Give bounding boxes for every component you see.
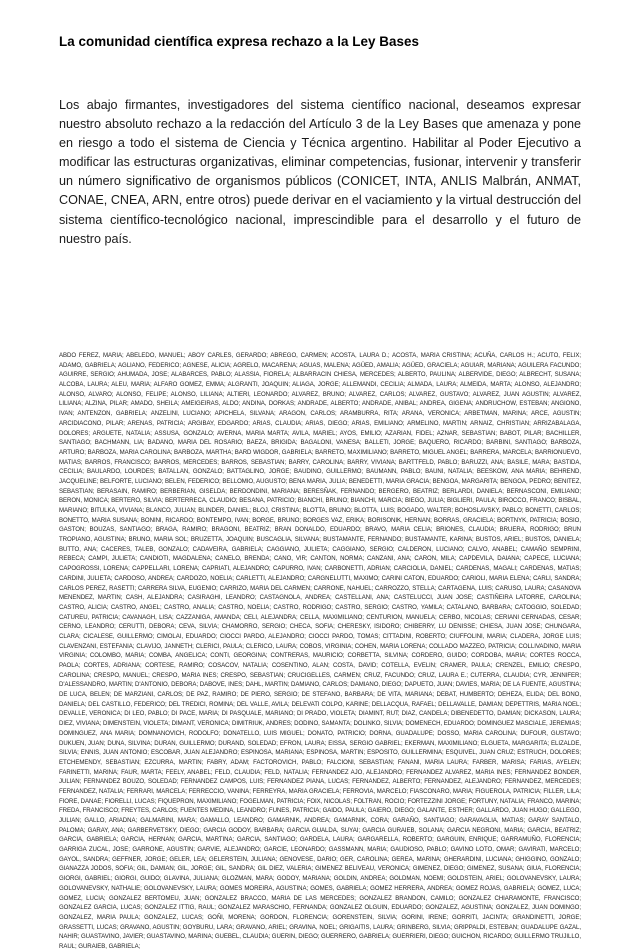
signatories-list: ABDO FEREZ, MARIA; ABELEDO, MANUEL; ABOY CARLES, GERARDO; ABREGO, CARMEN; ACOSTA, LAURA D.; ACOSTA, MARIA CRISTINA; ACUÑA, CARLOS H.; ACUTO, FELIX; ADAMO, GABRIELA; AGLIANO, FEDERICO; AGNESE, ALICIA; AGRELO, MACARENA; AGUAS, MALENA; AGÜED, AMALIA; AGÜED, GRACIELA; AGUIAR, MARIANA; AGUILERA FACUNDO; AGUIRRE, SERGIO; AHUMADA, JOSE; ALABARCES, PABLO; ALASSIA, FIORELA; ALBARRACIN CHIESA, MERCEDES; ALBERTO, PAULINA; ALBERVIDE, DIEGO; ALBRECHT, SUSANA; ALCOBA, LAURA; ALEU, MARIA; ALFARO GOMEZ, EMMA; ALGRANTI, JOAQUIN; ALIAGA, JORGE; ALLEMANDI, CECILIA; ALMADA, LAURA; ALMEIDA, MARTA; ALONSO, ALEJANDRO; ALONSO, ALVARO; ALONSO, FELIPE; ALONSO, LILIANA; ALTIERI, LEONARDO; ALVAREZ, BRUNO; ALVAREZ, CARLOS; ALVAREZ, GUSTAVO; ALVAREZ, JUAN AGUSTIN; ALVAREZ, LILIANA; ALZINA, PILAR; AMADO, SHEILA; AMEIGEIRAS, ALDO; ANDINA, DORKAS; ANDRADE, ALBERTO; ANDRADE, ANIBAL; ANDREA, GIGENA; ANDRUCHOW, ESTEBAN; ANGIONO, IVAN; ANTENZON, GABRIELA; ANZELINI, LUCIANO; APICHELA, SILVANA; ARAGON, CARLOS; ARAMBURRA, RITA; ARANA, VERONICA; ARBETMAN, MARINA; ARCE, AGUSTIN; ARCIDIACONO, PILAR; ARENAS, PATRICIA; ARGIBAY, EDGARDO; ARIAS, CLAUDIA; ARIAS, DIEGO; ARIAS, EMILIANO; ARMELINO, MARTIN; ARNAIZ, CHRISTIAN; ARRIZABALAGA, DOLORES; ARGUETE, NATALIA; ASSUSA, GONZALO; AVERNA, MARIA MARTA; AVILA, MARIEL; AYOS, EMILIO; AZARIAN, FIDEL; AZNAR, SEBASTIAN; BABOT, PILAR; BACHILLER, SANTIAGO; BACHMANN, LIA; BADANO, MARIA DEL ROSARIO; BAEZA, BRIGIDA; BAGALONI, VANESA; BALLETI, JORGE; BAQUERO, RICARDO; BARBINI, SANTIAGO; BARBOZA, ARTURO; BARBOZA, MARIA CAROLINA; BARBOZA, MARTHA; BARD WIGDOR, GABRIELA; BARRETO, MAXIMILIANO; BARRETO, MIGUEL ANGEL; BARRERA, MARCELA; BARRIONUEVO, MATIAS; BARROS, FRANCISCO; BARROS, MERCEDES; BARROS, SEBASTIAN; BARRY, CAROLINA; BARRY, VIVIANA; BARTTFELD, PABLO; BARUZZI, ANA; BASILE, MARA; BASTIDA, CECILIA; BAULARDO, LOURDES; BATALLAN, GONZALO; BATTAGLINO, JORGE; BAUDINO, GUILLERMO; BAUMANN, PABLO; BAUNI, NATALIA; BEESKOW, ANA MARIA; BEHREND, JACQUELINE; BELFORTE, LUCIANO; BELEN, FEDERICO; BELLOMIO, AUGUSTO; BENA MARIA, JULIA; BENEDETTI, MARIA GRACIA; BENGOA, MARGARITA; BENGOA, PEDRO; BENITEZ, SEBASTIAN; BERASAIN, RAMIRO; BERBERIAN, GISELDA; BERDONDINI, MARIANA; BERESÑAK, FERNANDO; BERGERO, BEATRIZ; BERLARDI, DANIELA; BERNASCONI, EMILIANO; BERON, MONICA; BERTERO, SILVIA; BERTERRECA, CLAUDIO; BESANA, PATRICIO; BIANCHI, BRUNO; BIANCHI, MARCIA; BIEGO, JULIA; BIGLIERI, PAULA; BIROCCO, FRANCO; BISBAL, MARIANO; BITULKA, VIVIANA; BLANCO, JULIAN; BLINDER, DANIEL; BLOJ, CRISTINA; BLOTTA, BRUNO; BLOTTA, LUIS; BOGADO, WALTER; BOHOSLAVSKY, PABLO; BONETTI, CARLOS; BONETTO, MARIA SUSANA; BONINI, RICARDO; BONTEMPO, IVAN; BORGE, BRUNO; BORGES VAZ, ERIKA; BORISONIK, HERNAN; BORRAS, GRACIELA; BORTNYK, PATRICIA; BOSIO, GASTON; BOUZAS, SANTIAGO; BRAGA, RAMIRO; BRAGONI, BEATRIZ; BRAN DONALDO, EDUARDO; BRAVO, MARIA CELIA; BRIONES, CLAUDIA; BRUERA, RODRIGO; BRUN TROPIANO, AGUSTINA; BRUNO, MARIA SOL; BRUZETTA, JOAQUIN; BUSCAGLIA, SILVANA; BUSTAMANTE, FERNANDO; BUSTAMANTE, KARINA; BUSTOS, ARIEL; BUSTOS, DANIELA; BUTTO, ANA; CACERES, TALEB, GONZALO; CADAVEIRA, GABRIELA; CAGGIANO, JULIETA; CAGGIANO, SERGIO; CALDERON, LUCIANO; CALVO, ANABEL; CAMAÑO SEMPRINI, REBECA; CAMPI, JULIETA; CANDIOTI, MAGDALENA; CANELO, BRENDA; CANO, VIR; CANTON, NORMA; CANZANI, ANA; CARON, MILA; CAPDEVILA, DAIANA; CAPECE, LUCIANA; CAPOGROSSI, LORENA; CAPPELLARI, LORENA; CAPRIATI, ALEJANDRO; CAPURRO, IVAN; CARBONETTI, ADRIAN; CARCIOLIA, DANIEL; CARDENAS, MAGALI; CARDENAS, MATIAS; CARDINI, JULIETA; CARDOSO, ANDREA; CARDOZO, NOELIA; CARLETTI, ALEJANDRO; CARGNELUTTI, MAXIMO; CARINI CATON, EDUARDO; CARIOLI, MARIA ELENA; CARLI, SANDRA; CARLOS PEREZ, RASETTI; CARRERA SILVA, EUGENIO; CARRIZO, MARIA DEL CARMEN; CARRONE, NAHUEL; CARROZZO, STELLA; CARTAGENA, LUIS; CARUSO, LAURA; CASANOVA MENENDEZ, MARTIN; CASH, ALEJANDRA; CASIRAGHI, LEANDRO; CASTAGNOLA, ANDREA; CASTELLANI, ANA; CASTELUCCI, JUAN JOSE; CASTIÑEIRA LATORRE, CAROLINA; CASTRO, ALICIA; CASTRO, ANGEL; CASTRO, ANALIA; CASTRO, NOELIA; CASTRO, RODRIGO; CASTRO, SERGIO; CASTRO, YAMILA; CATALANO, BARBARA; CATOGGIO, SOLEDAD; CATUREU, PATRICIA; CAVANAGH, LISA; CAZZANIGA, AMANDA; CELI, ALEJANDRA; CELLA, MAXIMILIANO; CENTURION, MANUELA; CERBO, NICOLAS; CERIANI CERNADAS, CESAR; CERNO, LEANDRO; CERUTTI, DEBORA; CEVA, SILVIA; CHAMORRO, SERGIO; CHECA, SOFIA; CHERESKY, ISIDORO; CHIBERRY, LU DENISSE; CHIESA, JUAN JOSE; CHUNGARA, CLARA; CICALESE, GUILLERMO; CIMOLAI, EDUARDO; CIOCCI PARDO, ALEJANDRO; CIOCCI PARDO, TOMAS; CITTADINI, ROBERTO; CIUFFOLINI, MARIA; CLADERA, JORGE LUIS; CLAVENZANI, ESTEFANIA; CLAVIJO, JANNETH; CLERICI, PAULA; CLERICO, LAURA; COBOS, VIRGINIA; COHEN, MARIA LORENA; COLLADO MAZZEO, PATRICIA; COLLIVADINO, MARIA VIRGINIA; COLOMBO, MARIA; COMBA, ANGELICA; CONTI, GEORGINA; CONTRERAS, MAURICIO; CORBETTA, SILVINA; CORDERO, GUIDO; CORDOBA, MARIA; CORTES ROCCA, PAOLA; CORTES, ADRIANA; CORTESE, RAMIRO; COSACOV, NATALIA; COSENTINO, ALAN; COSTA, DAVID; COTELLA, EVELIN; CRAMER, PAULA; CRENZEL, EMILIO; CRESPO, CAROLINA; CRESPO, MANUEL; CRESPO, MARIA INES; CRESPO, SEBASTIAN; CRUCIGELLES, CARMEN; CRUZ, FACUNDO; CRUZ, LAURA E.; CUTERRA, CLAUDIA; CYR, JENNIFER; D'ALESSANDRO, MARTIN; D'ANTONIO, DEBORA; DABOVE, INES; DAHL, MARTIN; DAMIANO, CARLOS; DAMIANO, DIEGO; DAPUETO, JUAN; DAVIES, MARIA; DE LA FUENTE, AGUSTINA; DE LUCA, BELEN; DE MARZIANI, CARLOS; DE PAZ, RAMIRO; DE PIERO, SERGIO; DE STEFANO, BARBARA; DE VITA, MARIANA; DEBAT, HUMBERTO; DEHEZA, ELIDA; DEL BONO, DANIELA; DEL CASTILLO, FEDERICO; DEL TREDICI, ROMINA; DEL VALLE, AVILA; DELEVATI COLPO, KARINE; DELLACQUA, RAFAEL; DELLAVALLE, DAMIAN; DEPETTRIS, MARIA NOEL; DEVALLE, VERONICA; DI LEO, PABLO; DI PACE, MARIA; DI PASQUALE, MARIANO; DI PRADO, VIOLETA; DIAMINT, RUT; DIAZ, CANDELA; DIBENEDETTO, DAMIAN; DICKASON, LAURA; DIEZ, VIVIANA; DIMENSTEIN, VIOLETA; DIMANT, VERONICA; DIMITRIUK, ANDRES; DODINO, SAMANTA; DOLINKO, SILVIA; DOMENECH, EDUARDO; DOMINGUEZ MASCIALE, JEREMIAS; DOMINGUEZ, ANA MARIA; DOMNANOVICH, RODOLFO; DONATELLO, LUIS MIGUEL; DONATO, PATRICIO; DORNA, GUADALUPE; DOSSO, MARIA CAROLINA; DUFOUR, GUSTAVO; DUKUEN, JUAN; DUNA, SILVINA; DURAN, GUILLERMO; DURAND, SOLEDAD; EFRON, LAURA; EISSA, SERGIO GABRIEL; EKERMAN, MAXIMILIANO; ELGUETA, MARGARITA; ELIZALDE, SILVIA; ENNIS, JUAN ANTONIO; ESCOBAR, JUAN ALEJANDRO; ESPINOSA, MARIANA; ESPINOSA, MARTIN; ESPOSITO, GUILLERMINA; ESQUIVEL, JUAN CRUZ; ESTRUCH, DOLORES; ETCHEMENDY, SEBASTIAN; EZCURRA, MARTIN; FABRY, ADAM; FACTOROVICH, PABLO; FALCIONI, SEBASTIAN; FANANI, MARIA LAURA; FARBER, MARISA; FARIAS, AYELEN; FARINETTI, MARINA; FAUR, MARTA; FEELY, ANABEL; FELD, CLAUDIA; FELD, NATALIA; FERNANDEZ AJO, ALEJANDRO; FERNANDEZ ALVAREZ, MARIA INES; FERNANDEZ BONDER, JULIAN; FERNANDEZ BOUZO, SOLEDAD; FERNANDEZ CAMPOS, LUIS; FERNANDEZ PIANA, LUCAS; FERNANDEZ, ALBERTO; FERNANDEZ, ALEJANDRO; FERNANDEZ, MERCEDES; FERNANDEZ, NATALIA; FERRARI, MARCELA; FERRECCIO, VANINA; FERREYRA, MARIA GRACIELA; FERROVIA, MARCELO; FIASCONARO, MARIA; FIGUEROLA, PATRICIA; FILLER, LILA; FIORE, DANAE; FIORELLI, LUCAS; FIQUEPRON, MAXIMILIANO; FOGELMAN, PATRICIA; FOIX, NICOLAS; FOLTRAN, ROCIO; FORTEZZINI JORGE; FORTUNY, NATALIA; FRANCO, MARINA; FREDA, FRANCISCO; FREYTES, CARLOS; FUENTES MEDINA, LEANDRO; FUNES, PATRICIA; GAIDO, PAULA; GAIERO, DIEGO; GALANTE, ESTHER; GALLARDO, JUAN HUGO; GALLEGO, JULIAN; GALLO, ARIADNA; GALMARINI, MARA; GAMALLO, LEANDRO; GAMARNIK, ANDREA; GAMARNIK, CORA; GARAÑO, SANTIAGO; GARAVAGLIA, MATIAS; GARAY SANTALO, PALOMA; GARAY, ANA; GARBERVETSKY, DIEGO; GARCIA GODOY, BARBARA; GARCIA GUALDA, SUYAI; GARCIA GURAIEB, SOLANA; GARCIA NEGRONI, MARIA; GARCIA, BEATRIZ; GARCIA, GABRIELA; GARCIA, HERNAN; GARCIA, MARTINA; GARCIA, SANTIAGO; GARDELA, LAURA; GARGARELLA, ROBERTO; GARGUIN, ENRIQUE; GARRAMUÑO, FLORENCIA; GARRIGA ZUCAL, JOSE; GARRONE, AGUSTIN; GARVIE, ALEJANDRO; GARCIE, LEONARDO; GASSMANN, MARIA; GAUDIOSO, PABLO; GAVINO LOTO, OMAR; GAVIRATI, MARCELO; GAYOL, SANDRA; GEFFNER, JORGE; GELER, LEA; GELERSTEIN, JULIANA; GENOVESE, DARIO; GER, CAROLINA; GEREA, MARINA; GHERARDINI, LUCIANA; GHIGGINO, GONZALO; GIANAZZA JODOS, SOFIA; GIL, DAMIAN; GIL, JORGE; GIL, SANDRA; GIL DIEZ, VALERIA; GIMENEZ BELIVEAU, VERONICA; GIMENEZ, DIEGO; GIMENEZ, SUSANA; GIUA, FLORENCIA; GIORGI, GABRIEL; GIORGI, GUIDO; GLAVINA, JULIANA; GLOZMAN, MARA; GODOY, MARIANA; GOLDIN, ANDREA; GOLDMAN, NOEMI; GOLDSTEIN, ARIEL; GOLOVANEVSKY, LAURA; GOLOVANEVSKY, NATHALIE; GOLOVANEVSKY, LAURA; GOMES MOREIRA, AGUSTINA; GOMES, GABRIELA; GOMEZ HERRERA, ANDREA; GOMEZ ROJAS, GABRIELA; GOMEZ, LUCA; GOMEZ, LUCIA; GONZALEZ BERTOMEU, JUAN; GONZALEZ BRACCO, MARIA DE LAS MERCEDES; GONZALEZ BRANDON, CAMILO; GONZALEZ CHIARAMONTE, FRANCISCO; GONZALEZ GARCIA, LUCAS; GONZALEZ ITTIG, RAUL; GONZALEZ MARASCHIO, FERNANDA; GONZALEZ OLGUIN, EDUARDO; GONZALEZ, AGUSTINA; GONZALEZ, JUAN DOMINGO; GONZALEZ, MARIA PAULA; GONZALEZ, LUCAS; GOÑI, MORENA; GORDON, FLORENCIA; GORENSTEIN, SILVIA; GORINI, IRENE; GORRITI, JACINTA; GRANDINETTI, JORGE; GRASSETTI, LUCAS; GRAVANO, AGUSTIN; GOYBURU, LARA; GRAVANO, ARIEL; GRAVINA, NOEL; GRIGAITIS, LAURA; GRINBERG, SILVIA; GRIPPALDI, ESTEBAN; GUADALUPE GAZAL, NAHIR; GUASTAVINO, JAVIER; GUASTAVINO, MARINA; GUEBEL, CLAUDIA; GUERIN, DIEGO; GUERRERO, GABRIELA; GUERRIERI, DIEGO; GUICHON, RICARDO; GUILLERMO TRUJILLO, RAUL; GURAIEB, GABRIELA; — [59, 352, 581, 950]
document-title: La comunidad científica expresa rechazo a la Ley Bases — [59, 34, 419, 49]
statement-paragraph: Los abajo firmantes, investigadores del sistema científico nacional, deseamos expresar nuestro absoluto rechazo a la redacción del Artículo 3 de la Ley Bases que amenaza y pone en riesgo a todo el sistema de Ciencia y Técnica argentino. Habilitar al Poder Ejecutivo a modificar las estructuras organizativas, eliminar competencias, fusionar, intervenir y transferir un número significativo de organismos públicos (CONICET, INTA, ANLIS Malbrán, ANMAT, CONAE, CNEA, ARN, entre otros) puede derivar en el vaciamiento y la virtual destrucción del sistema científico-tecnológico nacional, imprescindible para el desarrollo y el futuro de nuestro país. — [59, 98, 581, 246]
